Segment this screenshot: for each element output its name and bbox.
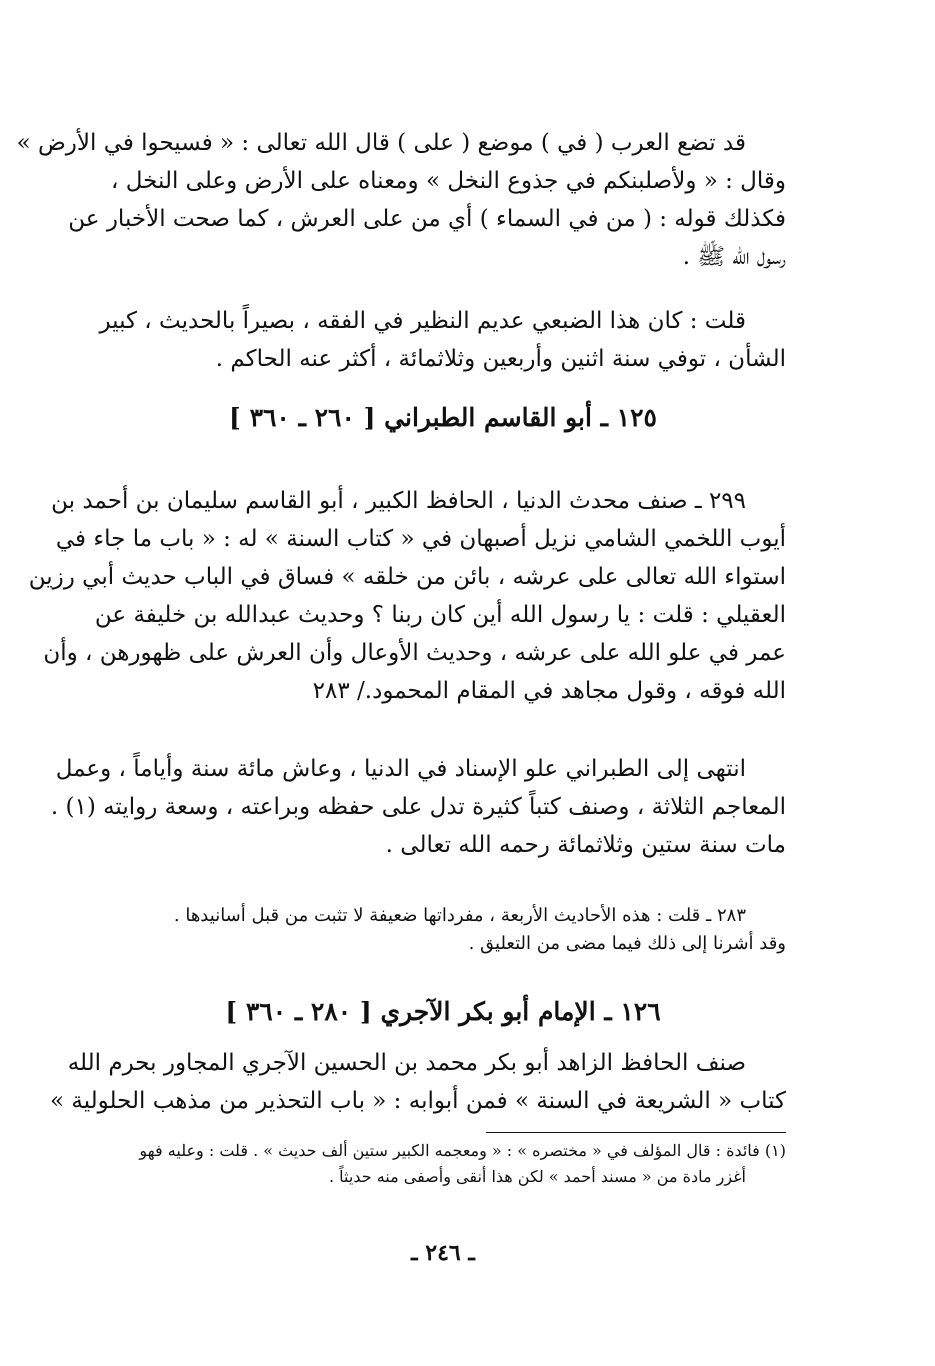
paragraph-ajurri-book (50, 1044, 786, 1120)
text-line: ٢٩٩ ـ صنف محدث الدنيا ، الحافظ الكبير ، أبو القاسم سليمان بن أحمد بن (51, 488, 746, 514)
editor-note (100, 902, 786, 958)
paragraph-tabarani-biography (50, 750, 786, 864)
book-page (16, 110, 786, 1350)
text-line: أيوب اللخمي الشامي نزيل أصبهان في « كتاب السنة » له : « باب ما جاء في (55, 526, 786, 552)
text-line: استواء الله تعالى على عرشه ، بائن من خلقه » فساق في الباب حديث أبي رزين (28, 564, 786, 590)
page-number: ـ ٢٤٦ ـ (411, 1240, 475, 1266)
footnote (100, 1138, 786, 1190)
section-heading-tabarani: ١٢٥ ـ أبو القاسم الطبراني [ ٢٦٠ ـ ٣٦٠ ] (229, 403, 657, 432)
text-line: المعاجم الثلاثة ، وصنف كتباً كثيرة تدل على حفظه وبراعته ، وسعة روايته (١) . (50, 794, 786, 820)
paragraph-dubai-comment (100, 302, 786, 378)
text-line: قد تضع العرب ( في ) موضع ( على ) قال الله تعالى : « فسيحوا في الأرض » (16, 130, 746, 156)
text-line: صنف الحافظ الزاهد أبو بكر محمد بن الحسين الآجري المجاور بحرم الله (67, 1050, 746, 1076)
section-heading-ajurri: ١٢٦ ـ الإمام أبو بكر الآجري [ ٢٨٠ ـ ٣٦٠ ] (225, 997, 661, 1026)
text-line: كتاب « الشريعة في السنة » فمن أبوابه : « باب التحذير من مذهب الحلولية » (50, 1088, 786, 1114)
text-line: أغزر مادة من « مسند أحمد » لكن هذا أنقى وأصفى منه حديثاً . (328, 1167, 746, 1186)
text-line: انتهى إلى الطبراني علو الإسناد في الدنيا ، وعاش مائة سنة وأياماً ، وعمل (55, 756, 746, 782)
text-line: الشأن ، توفي سنة اثنين وأربعين وثلاثمائة ، أكثر عنه الحاكم . (215, 346, 786, 372)
text-line: مات سنة ستين وثلاثمائة رحمه الله تعالى . (385, 832, 786, 858)
text-line: رسول الله ﷺ . (682, 244, 786, 270)
text-line: عمر في علو الله على عرشه ، وحديث الأوعال وأن العرش على ظهورهن ، وأن (43, 640, 786, 666)
text-line: قلت : كان هذا الضبعي عديم النظير في الفقه ، بصيراً بالحديث ، كبير (99, 308, 746, 334)
paragraph-tabarani-book (28, 482, 786, 710)
text-line: فكذلك قوله : ( من في السماء ) أي من على العرش ، كما صحت الأخبار عن (68, 206, 786, 232)
text-line: (١) فائدة : قال المؤلف في « مختصره » : « ومعجمه الكبير ستين ألف حديث » . قلت : وعليه فهو (139, 1141, 786, 1160)
paragraph-arabic-fi-meaning-ala (16, 124, 786, 276)
text-line: العقيلي : قلت : يا رسول الله أين كان ربنا ؟ وحديث عبدالله بن خليفة عن (94, 602, 786, 628)
footnote-divider (486, 1132, 786, 1133)
text-line: ٢٨٣ ـ قلت : هذه الأحاديث الأربعة ، مفرداتها ضعيفة لا تثبت من قبل أسانيدها . (173, 905, 746, 926)
text-line: الله فوقه ، وقول مجاهد في المقام المحمود./ ٢٨٣ (312, 678, 786, 704)
text-line: وقد أشرنا إلى ذلك فيما مضى من التعليق . (468, 933, 786, 954)
text-line: وقال : « ولأصلبنكم في جذوع النخل » ومعناه على الأرض وعلى النخل ، (111, 168, 786, 194)
